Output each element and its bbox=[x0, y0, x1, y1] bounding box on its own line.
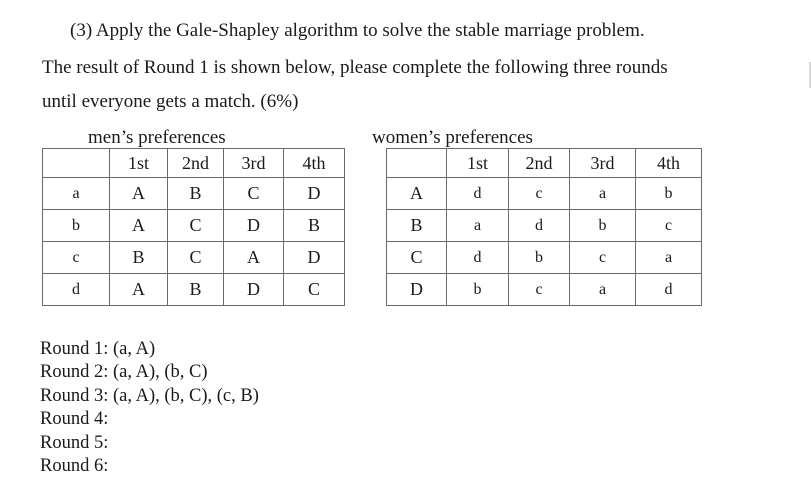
pref-cell: c bbox=[636, 210, 702, 242]
table-row bbox=[387, 274, 702, 306]
man-name: a bbox=[43, 178, 110, 210]
men-header-3rd: 3rd bbox=[224, 149, 284, 178]
man-name: d bbox=[43, 274, 110, 306]
women-header-3rd: 3rd bbox=[570, 149, 636, 178]
table-row bbox=[43, 274, 345, 306]
pref-cell: D bbox=[284, 242, 345, 274]
pref-cell: a bbox=[570, 274, 636, 306]
problem-line-1: (3) Apply the Gale-Shapley algorithm to solve the stable marriage problem. bbox=[70, 20, 645, 41]
pref-cell: c bbox=[509, 274, 570, 306]
pref-cell: A bbox=[224, 242, 284, 274]
problem-line-2: The result of Round 1 is shown below, please complete the following three rounds bbox=[42, 57, 668, 78]
problem-line-3: until everyone gets a match. (6%) bbox=[42, 91, 299, 112]
women-header-1st: 1st bbox=[447, 149, 509, 178]
pref-cell: C bbox=[224, 178, 284, 210]
men-header-4th: 4th bbox=[284, 149, 345, 178]
rounds-list bbox=[40, 338, 259, 478]
pref-cell: C bbox=[168, 210, 224, 242]
woman-name: A bbox=[387, 178, 447, 210]
pref-cell: b bbox=[570, 210, 636, 242]
woman-name: D bbox=[387, 274, 447, 306]
woman-name: B bbox=[387, 210, 447, 242]
pref-cell: B bbox=[168, 274, 224, 306]
pref-cell: A bbox=[110, 178, 168, 210]
women-header-corner bbox=[387, 149, 447, 178]
pref-cell: C bbox=[284, 274, 345, 306]
men-preferences-table bbox=[42, 148, 345, 306]
round-line: Round 3: (a, A), (b, C), (c, B) bbox=[40, 385, 259, 406]
pref-cell: a bbox=[447, 210, 509, 242]
pref-cell: d bbox=[636, 274, 702, 306]
table-row bbox=[43, 242, 345, 274]
pref-cell: D bbox=[224, 210, 284, 242]
round-line: Round 2: (a, A), (b, C) bbox=[40, 362, 208, 383]
pref-cell: D bbox=[284, 178, 345, 210]
pref-cell: B bbox=[110, 242, 168, 274]
pref-cell: B bbox=[168, 178, 224, 210]
pref-cell: d bbox=[447, 242, 509, 274]
women-header-row bbox=[387, 149, 702, 178]
pref-cell: B bbox=[284, 210, 345, 242]
men-header-1st: 1st bbox=[110, 149, 168, 178]
table-row bbox=[387, 242, 702, 274]
men-table-caption: men’s preferences bbox=[88, 127, 226, 148]
pref-cell: d bbox=[509, 210, 570, 242]
pref-cell: C bbox=[168, 242, 224, 274]
table-row bbox=[387, 178, 702, 210]
pref-cell: a bbox=[636, 242, 702, 274]
round-line: Round 5: bbox=[40, 432, 109, 453]
pref-cell: b bbox=[636, 178, 702, 210]
men-header-corner bbox=[43, 149, 110, 178]
pref-cell: c bbox=[570, 242, 636, 274]
table-row bbox=[43, 178, 345, 210]
pref-cell: A bbox=[110, 274, 168, 306]
round-line: Round 1: (a, A) bbox=[40, 339, 156, 359]
women-table-caption: women’s preferences bbox=[372, 127, 533, 148]
women-header-2nd: 2nd bbox=[509, 149, 570, 178]
pref-cell: b bbox=[509, 242, 570, 274]
women-preferences-table bbox=[386, 148, 702, 306]
pref-cell: d bbox=[447, 178, 509, 210]
pref-cell: A bbox=[110, 210, 168, 242]
pref-cell: c bbox=[509, 178, 570, 210]
pref-cell: D bbox=[224, 274, 284, 306]
pref-cell: b bbox=[447, 274, 509, 306]
man-name: b bbox=[43, 210, 110, 242]
pref-cell: a bbox=[570, 178, 636, 210]
women-header-4th: 4th bbox=[636, 149, 702, 178]
round-line: Round 6: bbox=[40, 456, 109, 477]
round-line: Round 4: bbox=[40, 409, 109, 430]
men-header-row bbox=[43, 149, 345, 178]
table-row bbox=[387, 210, 702, 242]
men-header-2nd: 2nd bbox=[168, 149, 224, 178]
man-name: c bbox=[43, 242, 110, 274]
table-row bbox=[43, 210, 345, 242]
woman-name: C bbox=[387, 242, 447, 274]
